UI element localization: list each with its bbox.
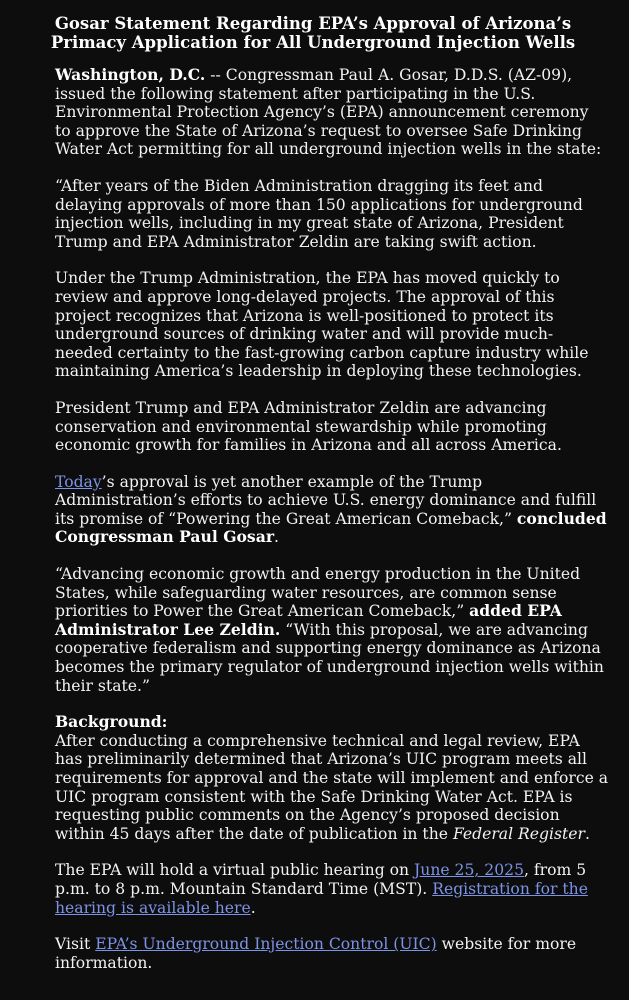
dateline: Washington, D.C. xyxy=(55,65,206,84)
hearing-text-2: , from 5 p.m. to 8 p.m. Mountain Standard Time (MST). xyxy=(55,861,587,898)
federal-register-title: Federal Register xyxy=(452,824,585,843)
hearing-date-link[interactable]: June 25, 2025 xyxy=(414,861,524,880)
quote-paragraph-1: “After years of the Biden Administration dragging its feet and delaying approvals of more than 150 applications for underground injection wells, including in my great state of Arizona, President Trump and EPA Administrator Zeldin are taking swift action. xyxy=(55,176,583,251)
registration-link[interactable]: Registration for the hearing is available here xyxy=(55,879,588,917)
quote-paragraph-4-text: ’s approval is yet another example of the Trump Administration’s efforts to achieve U.S. energy dominance and fulfill its promise of “Powering the Great American Comeback,” xyxy=(55,472,597,528)
intro-text: -- Congressman Paul A. Gosar, D.D.S. (AZ-09), issued the following statement after participating in the U.S. Environmental Protection Agency’s (EPA) announcement ceremony to approve the State of Arizona’s request to oversee Safe Drinking Water Act permitting for all underground injection wells in the state: xyxy=(55,66,602,159)
uic-website-link[interactable]: EPA’s Underground Injection Control (UIC) xyxy=(95,935,437,954)
quote-paragraph-4 xyxy=(55,473,609,547)
visit-text-2: website for more information. xyxy=(55,935,577,972)
intro-paragraph xyxy=(55,66,609,159)
zeldin-quote-text-2: “With this proposal, we are advancing cooperative federalism and supporting energy dominance as Arizona becomes the primary regulator of underground injection wells within their state.” xyxy=(55,620,604,695)
quote-paragraph-3: President Trump and EPA Administrator Zeldin are advancing conservation and environmental stewardship while promoting economic growth for families in Arizona and all across America. xyxy=(55,398,562,455)
background-section xyxy=(55,713,609,843)
attribution-zeldin: added EPA Administrator Lee Zeldin. xyxy=(55,601,562,639)
quote-paragraph-2: Under the Trump Administration, the EPA has moved quickly to review and approve long-delayed projects. The approval of this project recognizes that Arizona is well-positioned to protect its underground sources of drinking water and will provide much-needed certainty to the fast-growing carbon capture industry while maintaining America’s leadership in deploying these technologies. xyxy=(55,269,589,381)
page-title: Gosar Statement Regarding EPA’s Approval of Arizona’s Primacy Application for All Underground Injection Wells xyxy=(50,14,576,52)
visit-text-1: Visit xyxy=(55,935,96,954)
background-heading: Background: xyxy=(55,712,168,732)
background-text: After conducting a comprehensive technical and legal review, EPA has preliminarily determined that Arizona’s UIC program meets all requirements for approval and the state will implement and enforce a UIC program consistent with the Safe Drinking Water Act. EPA is requesting public comments on the Agency’s proposed decision within 45 days after the date of publication in the xyxy=(55,731,609,843)
hearing-paragraph xyxy=(55,861,609,917)
visit-paragraph xyxy=(55,935,609,972)
attribution-gosar: concluded Congressman Paul Gosar xyxy=(55,508,607,547)
hearing-text-1: The EPA will hold a virtual public hearing on xyxy=(55,861,415,880)
period: . xyxy=(250,898,256,917)
zeldin-quote-text-1: “Advancing economic growth and energy production in the United States, while safeguarding water resources, are common sense priorities to Power the Great American Comeback,” xyxy=(55,565,581,621)
today-link[interactable]: Today xyxy=(55,472,102,491)
zeldin-quote-paragraph xyxy=(55,565,609,695)
period: . xyxy=(274,528,280,547)
period: . xyxy=(584,824,590,843)
